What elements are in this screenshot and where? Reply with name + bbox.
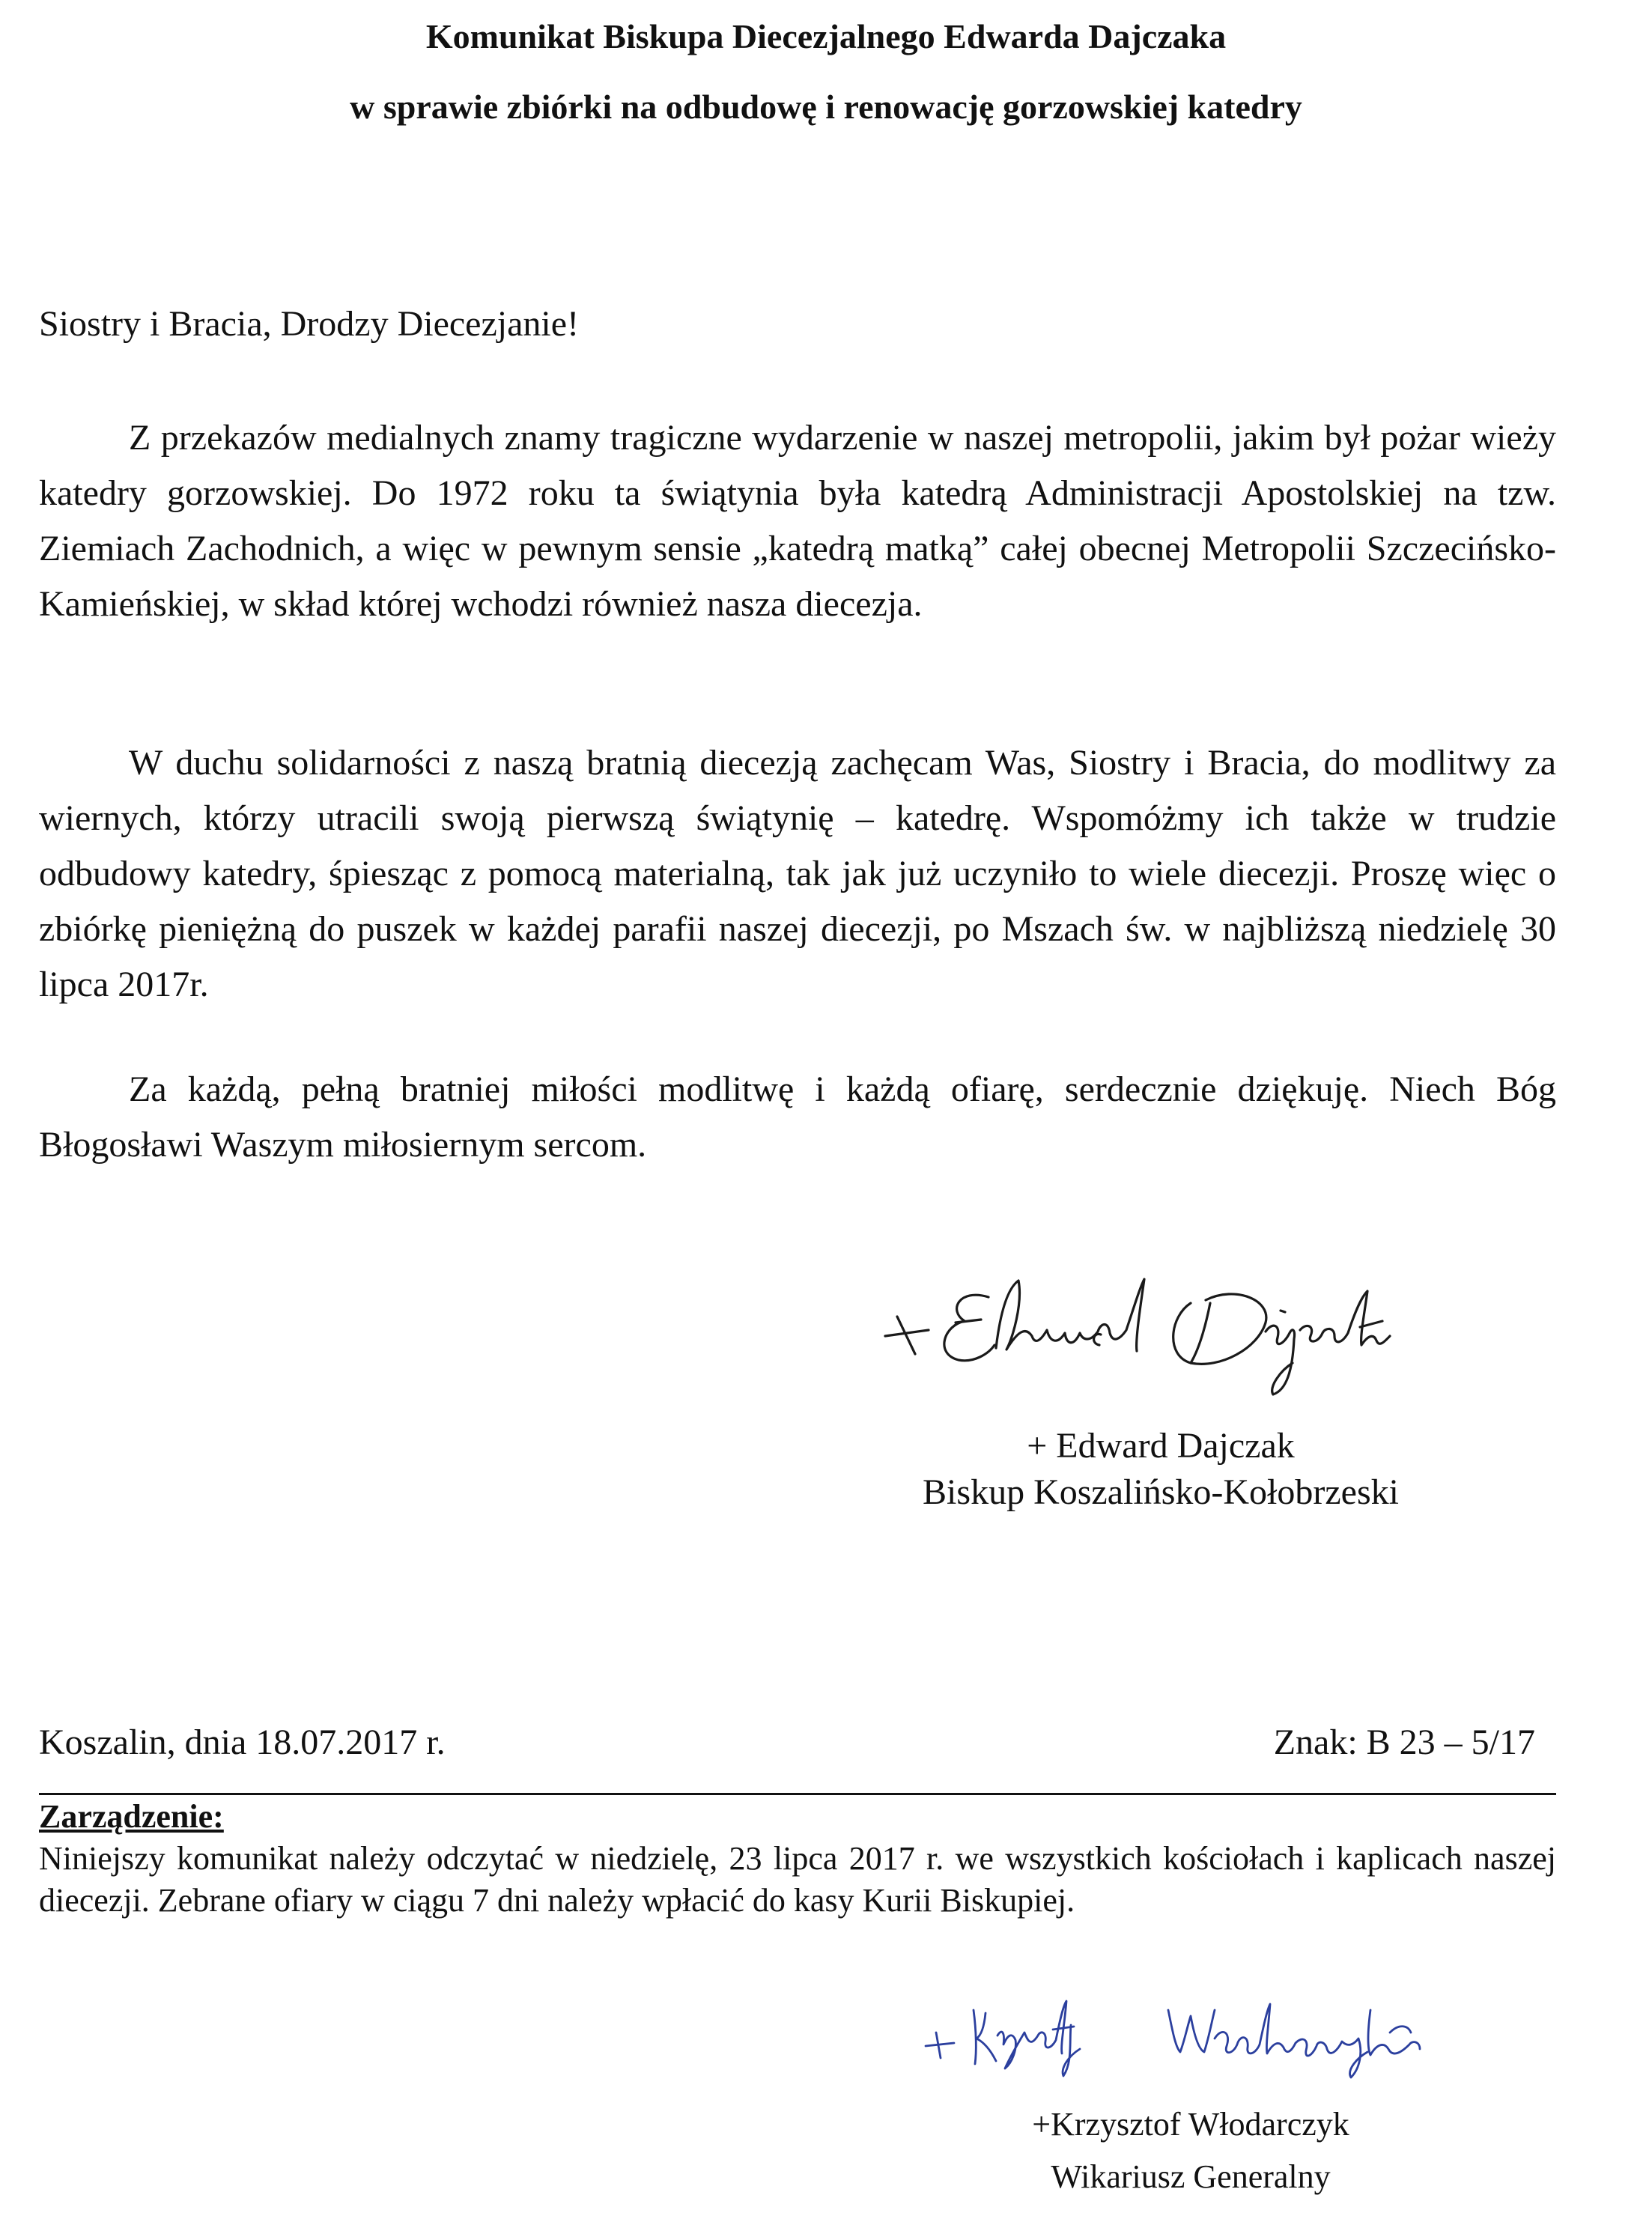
- paragraph-1: Z przekazów medialnych znamy tragiczne wydarzenie w naszej metropolii, jakim był pożar wieży katedry gorzowskiej. Do 1972 roku ta świątynia była katedrą Administracji Apostolskiej na tzw. Ziemiach Zachodnich, a więc w pewnym sensie „katedrą matką” całej obecnej Metropolii Szczecińsko-Kamieńskiej, w skład której wchodzi również nasza diecezja.: [39, 418, 1556, 624]
- paragraph-3: Za każdą, pełną bratniej miłości modlitwę i każdą ofiarę, serdecznie dziękuję. Niech Bóg Błogosławi Waszym miłosiernym sercom.: [39, 1069, 1556, 1165]
- place-date: Koszalin, dnia 18.07.2017 r.: [39, 1722, 446, 1762]
- vicar-signature: [914, 1980, 1438, 2085]
- divider-line: [39, 1793, 1556, 1795]
- bishop-signature: [876, 1258, 1415, 1408]
- order-label: Zarządzenie:: [39, 1798, 224, 1835]
- greeting: Siostry i Bracia, Drodzy Diecezjanie!: [39, 304, 580, 344]
- paragraph-2: W duchu solidarności z naszą bratnią diecezją zachęcam Was, Siostry i Bracia, do modlitwy za wiernych, którzy utracili swoją pierwszą świątynię – katedrę. Wspomóżmy ich także w trudzie odbudowy katedry, śpiesząc z pomocą materialną, tak jak już uczyniło to wiele diecezji. Proszę więc o zbiórkę pieniężną do puszek w każdej parafii naszej diecezji, po Mszach św. w najbliższą niedzielę 30 lipca 2017r.: [39, 743, 1556, 1004]
- document-title-line1: Komunikat Biskupa Diecezjalnego Edwarda Dajczaka: [425, 17, 1227, 55]
- document-title-line2: w sprawie zbiórki na odbudowę i renowację gorzowskiej katedry: [350, 88, 1302, 126]
- bishop-title: Biskup Koszalińsko-Kołobrzeski: [923, 1472, 1399, 1512]
- vicar-name: +Krzysztof Włodarczyk: [1032, 2106, 1349, 2143]
- vicar-title: Wikariusz Generalny: [1051, 2158, 1331, 2195]
- reference-number: Znak: B 23 – 5/17: [1273, 1722, 1535, 1762]
- bishop-name: + Edward Dajczak: [1027, 1426, 1295, 1466]
- bishop-signature-block: [890, 1423, 1432, 1516]
- order-text: Niniejszy komunikat należy odczytać w niedzielę, 23 lipca 2017 r. we wszystkich kościołach i kaplicach naszej diecezji. Zebrane ofiary w ciągu 7 dni należy wpłacić do kasy Kurii Biskupiej.: [39, 1840, 1556, 1919]
- vicar-signature-block: [974, 2098, 1408, 2203]
